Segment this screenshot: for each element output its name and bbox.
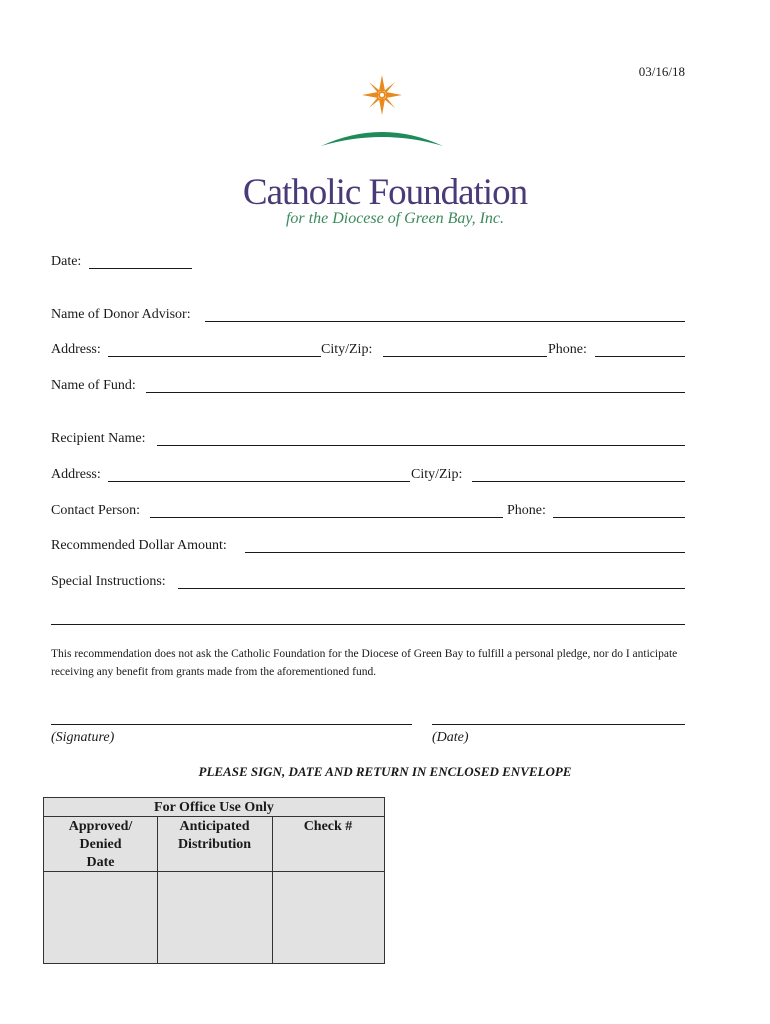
star-arc-icon: [225, 70, 545, 160]
distribution-header-line2: Distribution: [177, 837, 252, 852]
signature-field[interactable]: [51, 724, 412, 725]
table-column-divider: [272, 816, 273, 963]
dollar-amount-label: Recommended Dollar Amount:: [51, 538, 227, 553]
address-field[interactable]: [108, 356, 321, 357]
signature-date-field[interactable]: [432, 724, 685, 725]
recipient-city-zip-field[interactable]: [472, 481, 685, 482]
fund-name-field[interactable]: [146, 392, 685, 393]
contact-person-field[interactable]: [150, 517, 503, 518]
fund-name-label: Name of Fund:: [51, 378, 136, 393]
recipient-city-zip-label: City/Zip:: [411, 467, 463, 482]
logo-title: Catholic Foundation: [242, 172, 528, 213]
phone-label: Phone:: [548, 342, 587, 357]
date-field[interactable]: [89, 268, 192, 269]
contact-person-label: Contact Person:: [51, 503, 141, 518]
donor-advisor-label: Name of Donor Advisor:: [51, 307, 191, 322]
dollar-amount-field[interactable]: [245, 552, 685, 553]
disclaimer-text: This recommendation does not ask the Catholic Foundation for the Diocese of Green Bay to fulfill a personal pledge, nor do I anticipate receiving any benefit from grants made from the aforementioned fund.: [51, 648, 678, 678]
document-date: 03/16/18: [638, 64, 685, 79]
distribution-header: Anticipated: [179, 819, 250, 834]
return-instruction: PLEASE SIGN, DATE AND RETURN IN ENCLOSED ENVELOPE: [198, 764, 572, 779]
contact-phone-label: Phone:: [507, 503, 546, 518]
date-label: Date:: [51, 254, 82, 269]
check-number-header: Check #: [303, 819, 353, 834]
contact-phone-field[interactable]: [553, 517, 685, 518]
donor-advisor-field[interactable]: [205, 321, 685, 322]
logo-subtitle: for the Diocese of Green Bay, Inc.: [285, 210, 504, 227]
recipient-name-label: Recipient Name:: [51, 431, 146, 446]
phone-field[interactable]: [595, 356, 685, 357]
office-use-title: For Office Use Only: [154, 800, 274, 815]
approved-header: Approved/: [68, 819, 133, 834]
special-instructions-field[interactable]: [178, 588, 685, 589]
special-instructions-field-continued[interactable]: [51, 624, 685, 625]
recipient-address-label: Address:: [51, 467, 101, 482]
signature-date-label: (Date): [432, 730, 469, 745]
approved-header-line2: Denied: [79, 837, 122, 852]
special-instructions-label: Special Instructions:: [51, 574, 166, 589]
recipient-name-field[interactable]: [157, 445, 685, 446]
city-zip-label: City/Zip:: [321, 342, 373, 357]
address-label: Address:: [51, 342, 101, 357]
signature-label: (Signature): [51, 730, 115, 745]
table-header-rule: [44, 816, 384, 817]
recipient-address-field[interactable]: [108, 481, 410, 482]
approved-header-line3: Date: [86, 855, 115, 870]
office-use-table: [43, 797, 385, 964]
city-zip-field[interactable]: [383, 356, 547, 357]
foundation-logo: [225, 70, 545, 240]
